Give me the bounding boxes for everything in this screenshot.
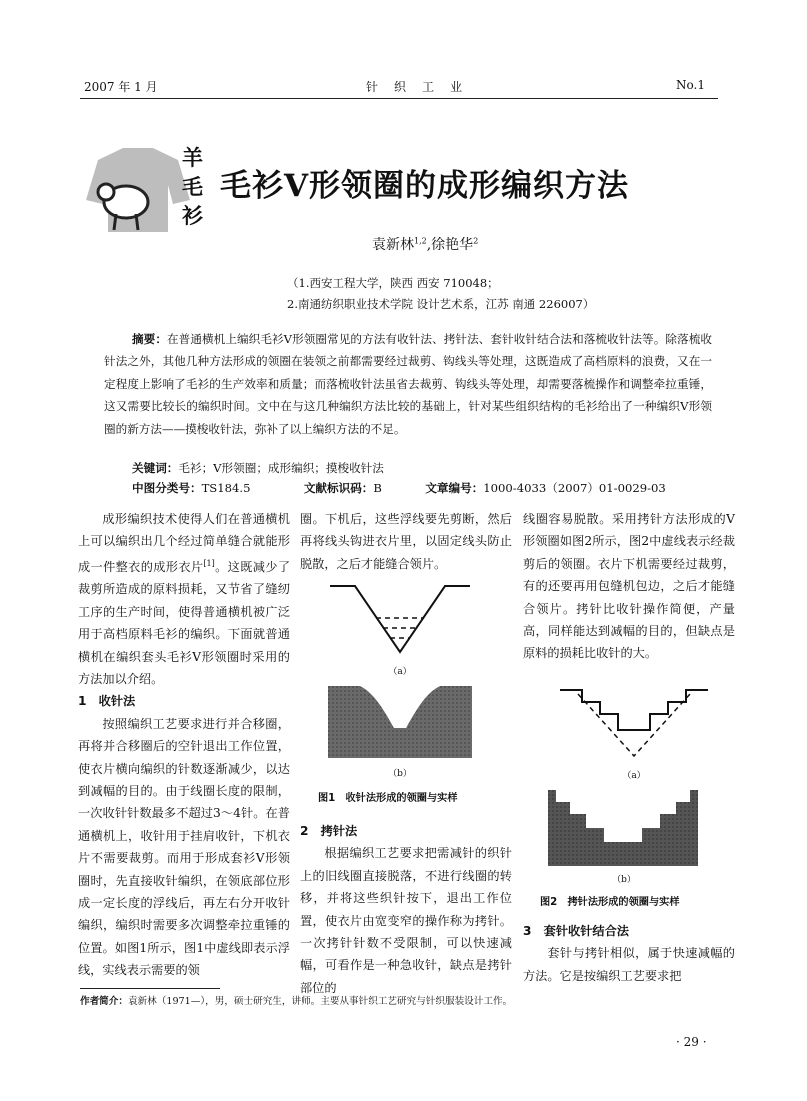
col1-paragraph-2: 按照编织工艺要求进行并合移圈，再将并合移圈后的空针退出工作位置，使衣片横向编织的针数逐渐减少，以达到减幅的目的。由于线圈长度的限制，一次收针针数最多不超过3～4针。在普通横机上，收针用于挂肩收针，下机衣片不需要裁剪。而用于形成套衫V形领圈时，先直接收针编织，在领底部位形成一定长度的浮线后，再左右分开收针编织，编织时需要多次调整牵拉重锤的位置。如图1所示，图1中虚线即表示浮线，实线表示需要的领 — [78, 716, 290, 978]
clc-value: TS184.5 — [201, 481, 251, 495]
header-rule — [80, 98, 718, 99]
doc-label: 文献标识码： — [303, 481, 374, 495]
affiliation-1: （1.西安工程大学，陕西 西安 710048； — [287, 276, 499, 290]
doc-value: B — [373, 481, 382, 495]
author-2-sup: 2 — [473, 236, 479, 246]
section-3-heading: 3 套针收针结合法 — [523, 924, 629, 938]
section-1-heading: 1 收针法 — [78, 694, 136, 709]
abstract — [104, 328, 712, 440]
column-1 — [78, 508, 290, 982]
author-note-label: 作者简介： — [80, 996, 128, 1007]
column-2-bottom — [300, 820, 512, 999]
footnote-rule — [80, 988, 220, 989]
col2-paragraph-2: 根据编织工艺要求把需减针的织针上的旧线圈直接脱落，不进行线圈的转移，并将这些织针按下，退出工作位置，使衣片由宽变窄的操作称为拷针。一次拷针针数不受限制，可以快速减幅，可看作是一种急收针，缺点是拷针部位的 — [300, 846, 512, 995]
affiliation-2: 2.南通纺织职业技术学院 设计艺术系，江苏 南通 226007） — [287, 297, 595, 311]
abstract-label: 摘要： — [132, 332, 167, 346]
classification — [132, 480, 692, 496]
author-note-text: 袁新林（1971—），男，硕士研究生，讲师。主要从事针织工艺研究与针织服装设计工作。 — [127, 996, 513, 1007]
figure-1a-label: （a） — [388, 667, 412, 677]
page-title: 毛衫V形领圈的成形编织方法 — [220, 168, 630, 204]
keywords-label: 关键词： — [132, 461, 179, 475]
reference-1: [1] — [203, 558, 215, 568]
author-1: 袁新林 — [372, 237, 414, 253]
column-3-bottom — [523, 920, 735, 987]
column-2-top — [300, 508, 512, 578]
abstract-text: 在普通横机上编织毛衫V形领圈常见的方法有收针法、拷针法、套针收针结合法和落梳收针法等。除落梳收针法之外，其他几种方法形成的领圈在装领之前都需要经过裁剪、钩线头等处理，这既造成了高档原料的浪费，又在一定程度上影响了毛衫的生产效率和质量；而落梳收针法虽省去裁剪、钩线头等处理，却需要落梳操作和调整牵拉重锤，这又需要比较长的编织时间。文中在与这几种编织方法比较的基础上，针对某些组织结构的毛衫给出了一种编织V形领圈的新方法——摸梭收针法，弥补了以上编织方法的不足。 — [104, 332, 712, 436]
article-label: 文章编号： — [425, 481, 484, 495]
keywords — [132, 460, 384, 476]
col1-paragraph-1 — [78, 508, 290, 690]
figure-2-caption: 图2 拷针法形成的领圈与实样 — [540, 897, 680, 908]
figure-2b-photo — [548, 790, 698, 866]
page-number: · 29 · — [676, 1035, 707, 1049]
figure-1b-photo — [328, 686, 472, 758]
figure-2a-label: （a） — [622, 771, 646, 781]
author-1-sup: 1,2 — [414, 236, 427, 246]
col3-paragraph-2: 套针与拷针相似，属于快速减幅的方法。它是按编织工艺要求把 — [523, 946, 735, 983]
col2-paragraph-1: 圈。下机后，这些浮线要先剪断，然后再将线头钩进衣片里，以固定线头防止脱散，之后才能缝合领片。 — [300, 512, 512, 571]
figure-1-caption: 图1 收针法形成的领圈与实样 — [318, 793, 458, 804]
column-3-top — [523, 508, 735, 678]
author-2: ,徐艳华 — [426, 237, 474, 253]
figure-2b-label: （b） — [612, 875, 636, 885]
article-value: 1000-4033（2007）01-0029-03 — [483, 481, 666, 495]
figure-1a-diagram — [330, 582, 470, 664]
logo-text: 羊毛衫 — [182, 146, 203, 228]
section-2-heading: 2 拷针法 — [300, 824, 358, 838]
author-note — [80, 993, 512, 1007]
col1-p1b-text: 。这既减少了裁剪所造成的原料损耗，又节省了缝纫工序的生产时间，使得普通横机被广泛用于高档原料毛衫的编织。下面就普通横机在编织套头毛衫V形领圈时采用的方法加以介绍。 — [78, 559, 291, 686]
header-journal: 针 织 工 业 — [366, 80, 465, 94]
header-issue: No.1 — [676, 78, 705, 92]
header-date: 2007 年 1 月 — [84, 80, 158, 94]
col1-p1-text: 成形编织技术使得人们在普通横机上可以编织出几个经过简单缝合就能形成一件整衣的成形衣片 — [78, 512, 290, 574]
col3-paragraph-1: 线圈容易脱散。采用拷针方法形成的V形领圈如图2所示，图2中虚线表示经裁剪后的领圈。衣片下机需要经过裁剪，有的还要再用包缝机包边，之后才能缝合领片。拷针比收针操作简便，产量高，同样能达到减幅的目的，但缺点是原料的损耗比收针的大。 — [523, 512, 735, 661]
keywords-text: 毛衫；V形领圈；成形编织；摸梭收针法 — [178, 461, 384, 475]
figure-1b-label: （b） — [388, 769, 412, 779]
authors — [372, 234, 478, 254]
figure-2a-diagram — [560, 686, 708, 766]
clc-label: 中图分类号： — [132, 481, 202, 495]
